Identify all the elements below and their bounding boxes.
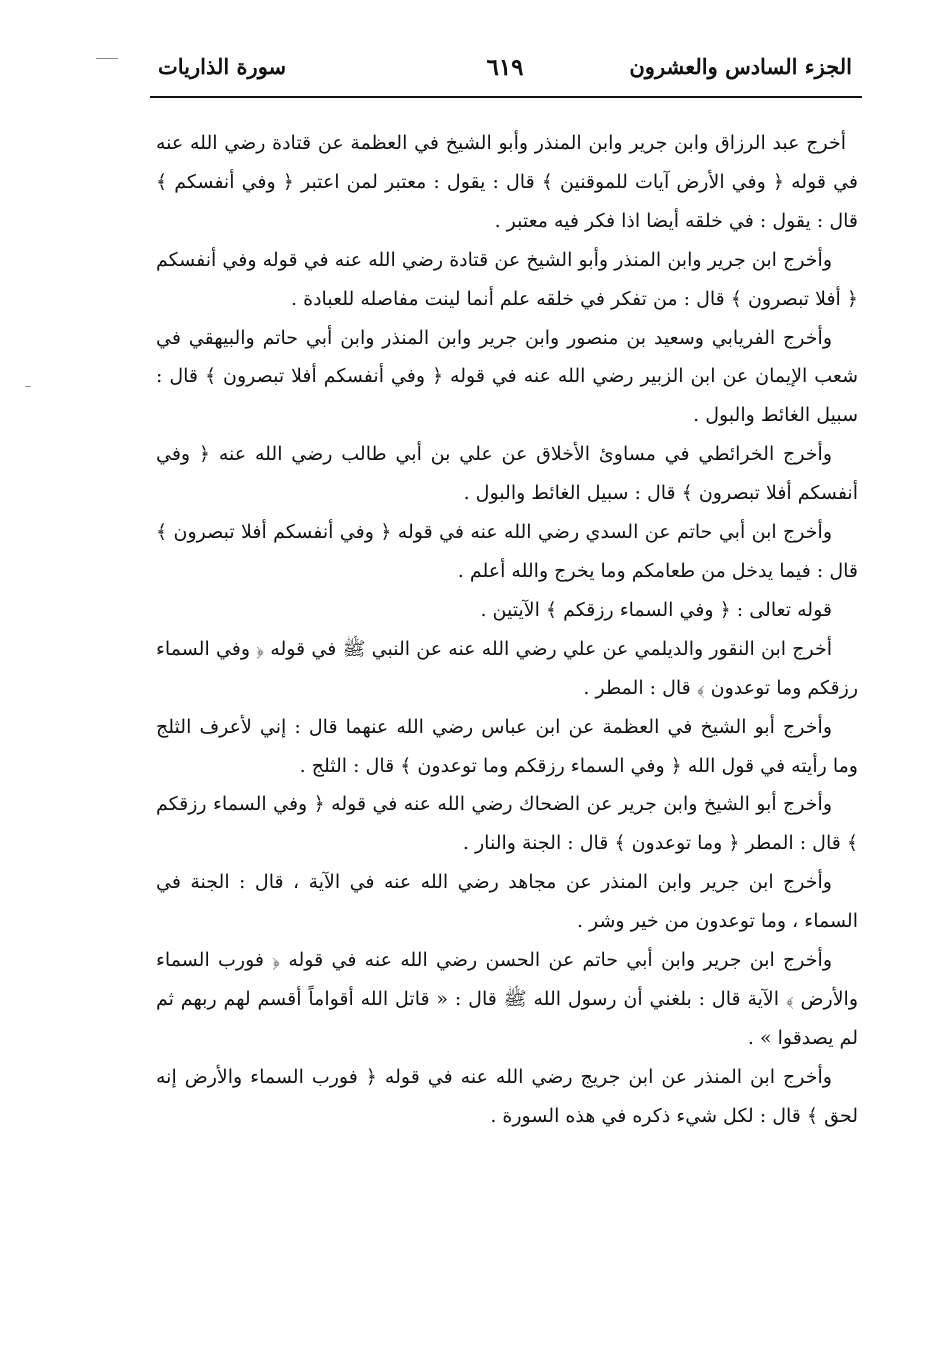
paragraph: قوله تعالى : ﴿ وفي السماء رزقكم ﴾ الآيتين . (480, 598, 832, 621)
paragraph: أخرج عبد الرزاق وابن جرير وابن المنذر وأبو الشيخ في العظمة عن قتادة رضي الله عنه في قوله ﴿ وفي الأرض آيات للموقنين ﴾ قال : يقول : معتبر لمن اعتبر ﴿ وفي أنفسكم ﴾ قال : يقول : في خلقه أيضا اذا فكر فيه معتبر . (156, 132, 858, 232)
part-title: الجزء السادس والعشرون (629, 54, 852, 79)
margin-dot (25, 386, 31, 387)
surah-title: سورة الذاريات (158, 54, 287, 79)
paragraph: وأخرج أبو الشيخ وابن جرير عن الضحاك رضي الله عنه في قوله ﴿ وفي السماء رزقكم ﴾ قال : المطر ﴿ وما توعدون ﴾ قال : الجنة والنار . (156, 793, 858, 855)
page-body (156, 124, 858, 1136)
paragraph: وأخرج ابن المنذر عن ابن جريج رضي الله عنه في قوله ﴿ فورب السماء والأرض إنه لحق ﴾ قال : لكل شيء ذكره في هذه السورة . (156, 1065, 858, 1127)
paragraph: وأخرج أبو الشيخ في العظمة عن ابن عباس رضي الله عنهما قال : إني لأعرف الثلج وما رأيته في قول الله ﴿ وفي السماء رزقكم وما توعدون ﴾ قال : الثلج . (156, 715, 858, 777)
paragraph: وأخرج الفريابي وسعيد بن منصور وابن جرير وابن المنذر وابن أبي حاتم والبيهقي في شعب الإيمان عن ابن الزبير رضي الله عنه في قوله ﴿ وفي أنفسكم أفلا تبصرون ﴾ قال : سبيل الغائط والبول . (156, 326, 858, 427)
paragraph: وأخرج ابن جرير وابن أبي حاتم عن الحسن رضي الله عنه في قوله ﴿ فورب السماء والأرض ﴾ الآية قال : بلغني أن رسول الله ﷺ قال : « قاتل الله أقواماً أقسم لهم ربهم ثم لم يصدقوا » . (156, 949, 858, 1049)
paragraph: وأخرج الخرائطي في مساوئ الأخلاق عن علي بن أبي طالب رضي الله عنه ﴿ وفي أنفسكم أفلا تبصرون ﴾ قال : سبيل الغائط والبول . (156, 443, 858, 505)
page-header (150, 50, 860, 94)
paragraph: وأخرج ابن جرير وابن المنذر وأبو الشيخ عن قتادة رضي الله عنه في قوله وفي أنفسكم ﴿ أفلا تبصرون ﴾ قال : من تفكر في خلقه علم أنما لينت مفاصله للعبادة . (156, 248, 858, 310)
margin-mark (96, 58, 118, 59)
paragraph: وأخرج ابن جرير وابن المنذر عن مجاهد رضي الله عنه في الآية ، قال : الجنة في السماء ، وما توعدون من خير وشر . (156, 871, 858, 933)
page-number: ٦١٩ (486, 54, 524, 81)
paragraph: أخرج ابن النقور والديلمي عن علي رضي الله عنه عن النبي ﷺ في قوله ﴿ وفي السماء رزقكم وما توعدون ﴾ قال : المطر . (156, 637, 858, 699)
header-rule (150, 96, 862, 98)
paragraph: وأخرج ابن أبي حاتم عن السدي رضي الله عنه في قوله ﴿ وفي أنفسكم أفلا تبصرون ﴾ قال : فيما يدخل من طعامكم وما يخرج والله أعلم . (156, 521, 858, 582)
